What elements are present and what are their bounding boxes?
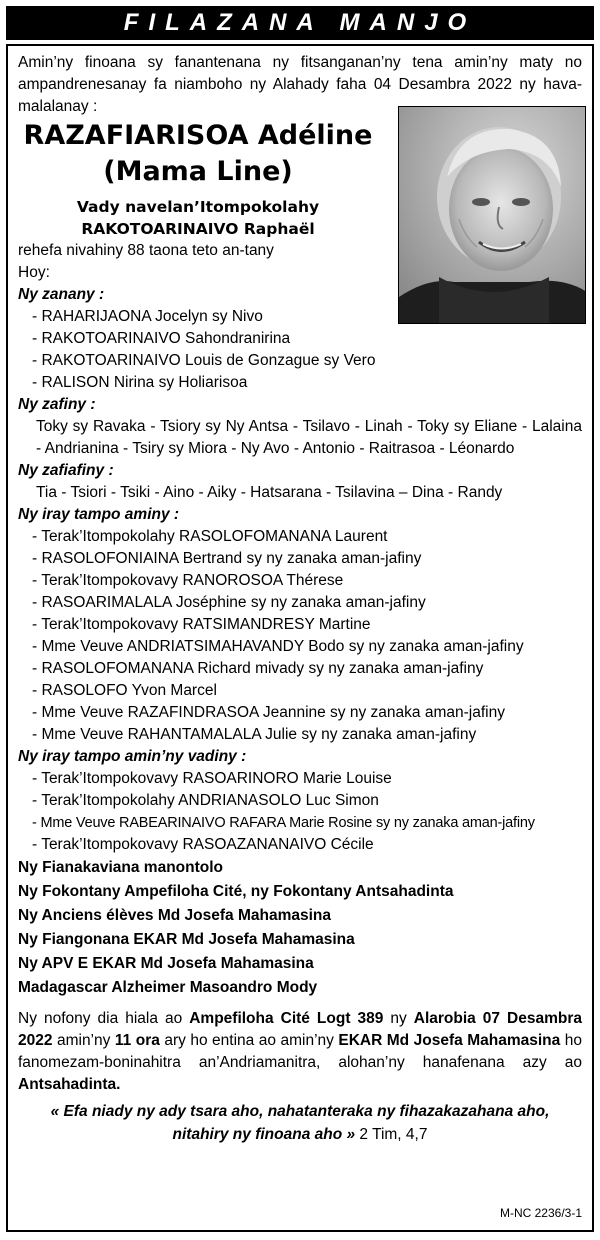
deceased-nickname: (Mama Line)	[103, 156, 293, 187]
list-item: - Mme Veuve RAHANTAMALALA Julie sy ny zanaka aman-jafiny	[32, 726, 477, 743]
organization-item: Ny Fiangonana EKAR Md Josefa Mahamasina	[18, 931, 355, 948]
list-item: - RASOARIMALALA Joséphine sy ny zanaka aman-jafiny	[32, 594, 426, 611]
list-item: - RASOLOFONIAINA Bertrand sy ny zanaka aman-jafiny	[32, 550, 422, 567]
funeral-text: Ny nofony dia hiala ao	[18, 1010, 190, 1027]
bible-quote	[18, 1100, 582, 1146]
funeral-text: ary ho entina ao amin’ny	[159, 1032, 339, 1049]
intro-text: Amin’ny finoana sy fanantenana ny fitsanganan’ny tena amin’ny maty no ampandrenesanay fa niamboho ny Alahady faha 04 Desambra 2022 ny hava-malalanay :	[18, 54, 582, 115]
quote-line-2	[18, 1123, 582, 1146]
list-item: - Terak’Itompokovavy RASOAZANANAIVO Cécile	[32, 836, 374, 853]
list-item: - Terak’Itompokolahy RASOLOFOMANANA Laurent	[32, 528, 388, 545]
funeral-burial: Antsahadinta.	[18, 1076, 121, 1093]
siblings-title: Ny iray tampo aminy :	[18, 506, 180, 523]
organization-item: Ny Anciens élèves Md Josefa Mahamasina	[18, 907, 332, 924]
list-item: - RAKOTOARINAIVO Louis de Gonzague sy Vero	[32, 352, 376, 369]
quote-text: nitahiry ny finoana aho »	[172, 1126, 356, 1143]
grandchildren-title: Ny zafiny :	[18, 396, 96, 413]
portrait-photo	[398, 106, 586, 324]
list-item: - Mme Veuve ANDRIATSIMAHAVANDY Bodo sy ny zanaka aman-jafiny	[32, 638, 524, 655]
funeral-text: ny	[383, 1010, 414, 1027]
organization-item: Madagascar Alzheimer Masoandro Mody	[18, 979, 318, 996]
siblings-list	[18, 526, 582, 746]
children-title: Ny zanany :	[18, 286, 105, 303]
spouse-line-2: RAKOTOARINAIVO Raphaël	[81, 220, 315, 238]
quote-reference: 2 Tim, 4,7	[355, 1126, 428, 1143]
spouse-siblings-title: Ny iray tampo amin’ny vadiny :	[18, 748, 247, 765]
organization-item: Ny Fianakaviana manontolo	[18, 859, 223, 876]
organizations-list	[18, 856, 582, 1000]
funeral-time: 11 ora	[114, 1032, 160, 1049]
funeral-place: Ampefiloha Cité Logt 389	[189, 1010, 384, 1027]
hoy-text: Hoy:	[18, 264, 50, 281]
reference-code: M-NC 2236/3-1	[499, 1206, 582, 1220]
list-item: - RASOLOFOMANANA Richard mivady sy ny zanaka aman-jafiny	[32, 660, 484, 677]
list-item: - Terak’Itompokovavy RANOROSOA Thérese	[32, 572, 344, 589]
great-grandchildren-title: Ny zafiafiny :	[18, 462, 114, 479]
list-item: - Terak’Itompokolahy ANDRIANASOLO Luc Simon	[32, 792, 379, 809]
header-banner: FILAZANA MANJO	[6, 6, 594, 40]
age-text: rehefa nivahiny 88 taona teto an-tany	[18, 242, 274, 259]
list-item: - Terak’Itompokovavy RATSIMANDRESY Martine	[32, 616, 371, 633]
list-item: - RASOLOFO Yvon Marcel	[32, 682, 217, 699]
funeral-details	[18, 1008, 582, 1096]
list-item: - RAKOTOARINAIVO Sahondranirina	[32, 330, 291, 347]
list-item: - Terak’Itompokovavy RASOARINORO Marie Louise	[32, 770, 392, 787]
funeral-date: Alarobia 07 Desambra 2022	[18, 1010, 583, 1049]
deceased-name: RAZAFIARISOA Adéline	[23, 120, 373, 151]
list-item: - RAHARIJAONA Jocelyn sy Nivo	[32, 308, 263, 325]
funeral-text: amin’ny	[52, 1032, 115, 1049]
grandchildren-text: Toky sy Ravaka - Tsiory sy Ny Antsa - Tsilavo - Linah - Toky sy Eliane - Lalaina - Andrianina - Tsiry sy Miora - Ny Avo - Antonio - Raitrasoa - Léonardo	[36, 418, 582, 457]
spouse-siblings-list	[18, 768, 582, 856]
spouse-line-1: Vady navelan’Itompokolahy	[76, 198, 320, 216]
list-item: - RALISON Nirina sy Holiarisoa	[32, 374, 248, 391]
great-grandchildren-text: Tia - Tsiori - Tsiki - Aino - Aiky - Hatsarana - Tsilavina – Dina - Randy	[36, 484, 503, 501]
organization-item: Ny Fokontany Ampefiloha Cité, ny Fokontany Antsahadinta	[18, 883, 454, 900]
list-item: - Mme Veuve RABEARINAIVO RAFARA Marie Rosine sy ny zanaka aman-jafiny	[32, 815, 535, 831]
list-item: - Mme Veuve RAZAFINDRASOA Jeannine sy ny zanaka aman-jafiny	[32, 704, 505, 721]
organization-item: Ny APV E EKAR Md Josefa Mahamasina	[18, 955, 314, 972]
funeral-church: EKAR Md Josefa Mahamasina	[338, 1032, 561, 1049]
funeral-text: ho fanomezam-boninahitra an’Andriamanitra, alohan’ny hanafenana azy ao	[18, 1032, 582, 1071]
portrait-photo-icon	[399, 107, 586, 324]
obituary-frame	[6, 44, 594, 1232]
quote-line-1: « Efa niady ny ady tsara aho, nahatanteraka ny fihazakazahana aho,	[50, 1103, 550, 1120]
